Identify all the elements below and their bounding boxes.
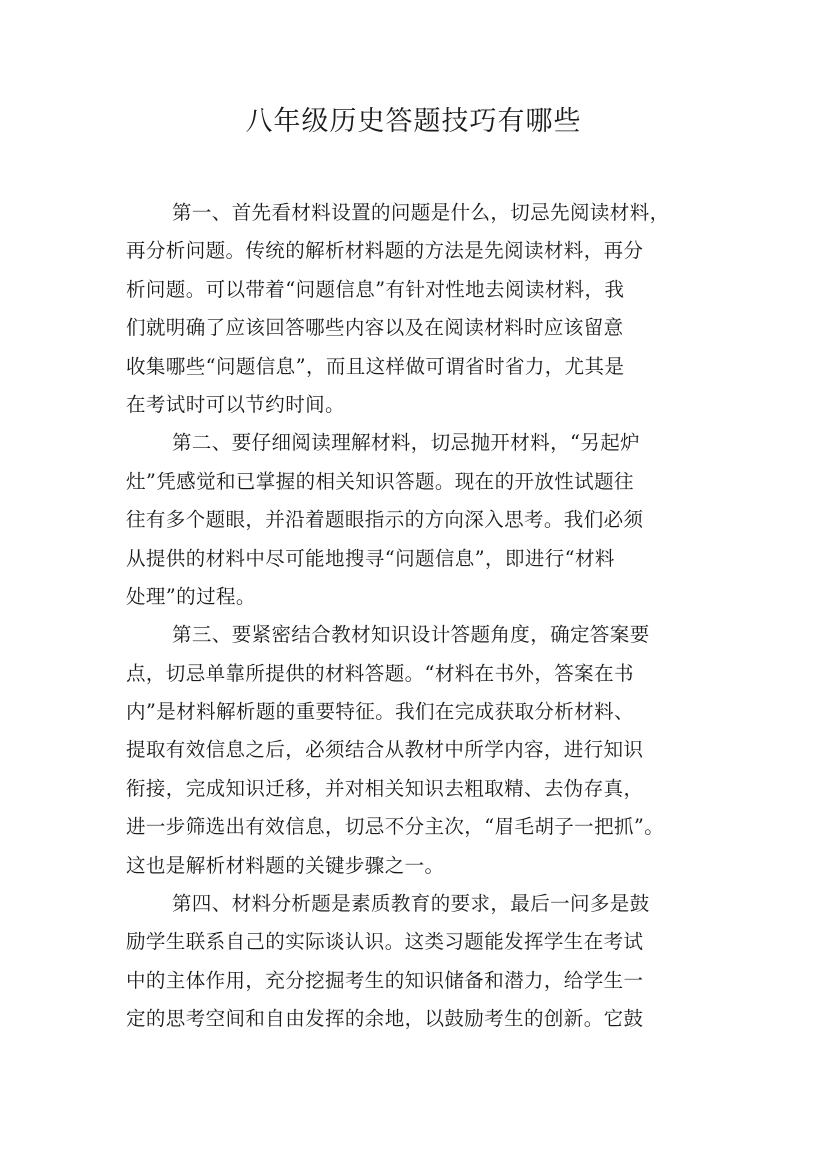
- text-line: 第三、要紧密结合教材知识设计答题角度，确定答案要: [172, 623, 650, 647]
- paragraph-4: [126, 885, 726, 1039]
- text-line: 励学生联系自己的实际谈认识。这类习题能发挥学生在考试: [126, 930, 644, 954]
- paragraph-1: [126, 194, 726, 424]
- text-line: 们就明确了应该回答哪些内容以及在阅读材料时应该留意: [126, 316, 624, 340]
- text-line: 第二、要仔细阅读理解材料，切忌抛开材料，“另起炉: [172, 431, 641, 455]
- text-line: 从提供的材料中尽可能地搜寻“问题信息”，即进行“材料: [126, 546, 615, 570]
- text-line: 析问题。可以带着“问题信息”有针对性地去阅读材料，我: [126, 277, 625, 301]
- text-line: 第四、材料分析题是素质教育的要求，最后一问多是鼓: [172, 892, 650, 916]
- text-line: 在考试时可以节约时间。: [126, 392, 345, 416]
- text-line: 收集哪些“问题信息”，而且这样做可谓省时省力，尤其是: [126, 354, 625, 378]
- document-title: 八年级历史答题技巧有哪些: [245, 106, 582, 137]
- text-line: 第一、首先看材料设置的问题是什么，切忌先阅读材料，: [172, 201, 670, 224]
- text-line: 往有多个题眼，并沿着题眼指示的方向深入思考。我们必须: [126, 508, 644, 532]
- text-line: 再分析问题。传统的解析材料题的方法是先阅读材料，再分: [126, 239, 644, 263]
- text-line: 内”是材料解析题的重要特征。我们在完成获取分析材料、: [126, 700, 634, 724]
- text-line: 处理”的过程。: [126, 584, 256, 608]
- document-body: [126, 194, 726, 1039]
- text-line: 进一步筛选出有效信息，切忌不分主次，“眉毛胡子一把抓”。: [126, 815, 665, 839]
- text-line: 提取有效信息之后，必须结合从教材中所学内容，进行知识: [126, 738, 644, 762]
- text-line: 点，切忌单靠所提供的材料答题。“材料在书外，答案在书: [126, 661, 634, 685]
- text-line: 中的主体作用，充分挖掘考生的知识储备和潜力，给学生一: [126, 968, 644, 992]
- text-line: 衔接，完成知识迁移，并对相关知识去粗取精、去伪存真，: [126, 776, 644, 800]
- text-line: 灶”凭感觉和已掌握的相关知识答题。现在的开放性试题往: [126, 469, 634, 493]
- text-line: 这也是解析材料题的关键步骤之一。: [126, 853, 445, 877]
- paragraph-3: [126, 616, 726, 885]
- paragraph-2: [126, 424, 726, 616]
- text-line: 定的思考空间和自由发挥的余地，以鼓励考生的创新。它鼓: [126, 1007, 644, 1031]
